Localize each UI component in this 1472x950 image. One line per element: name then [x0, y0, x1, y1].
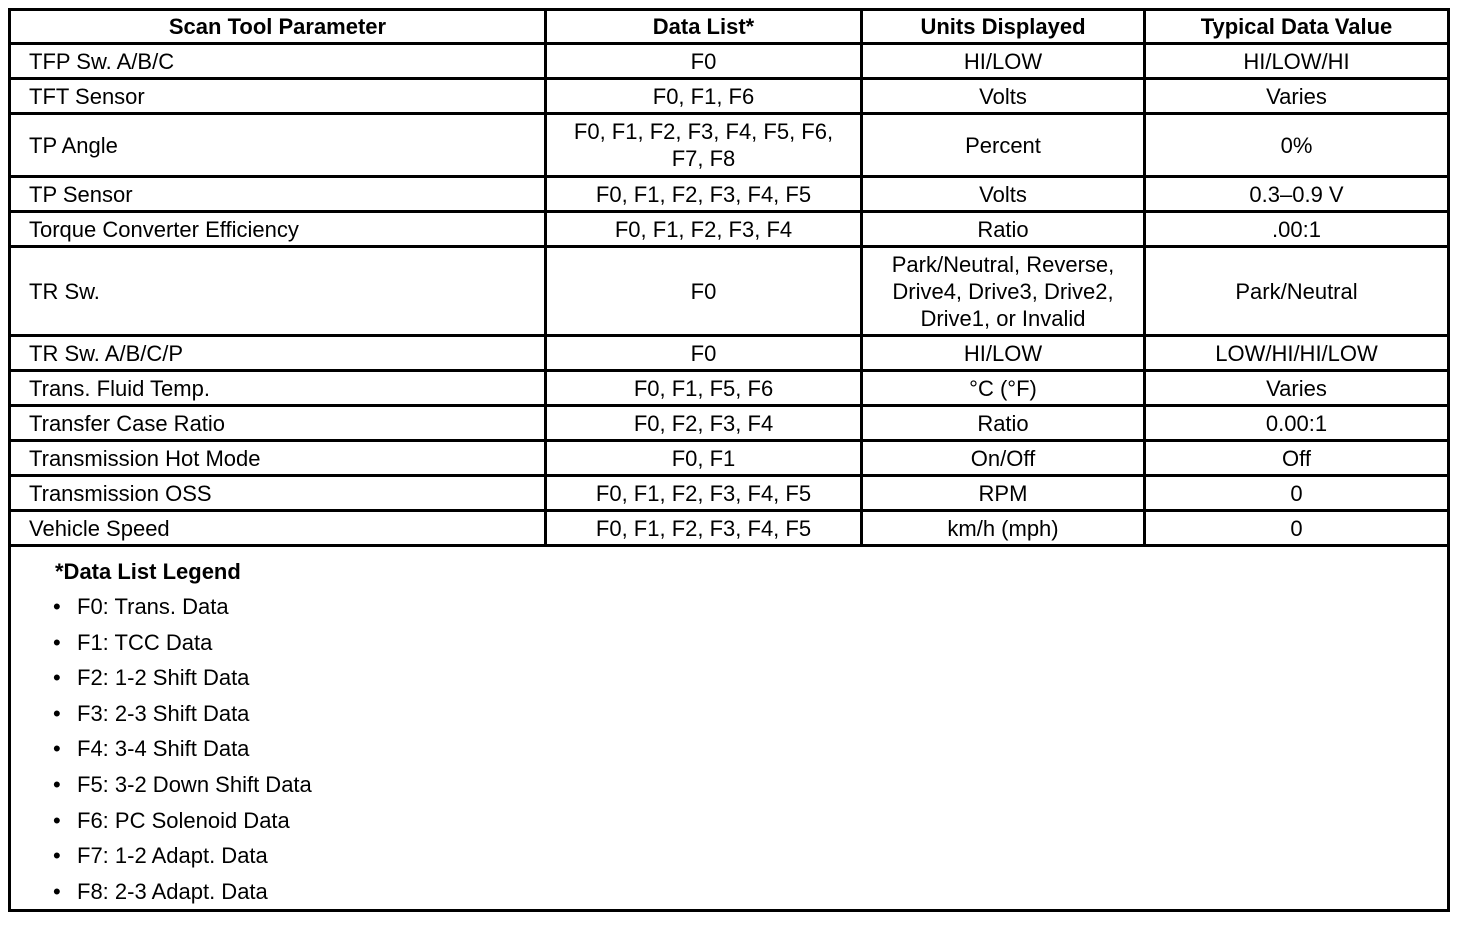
column-header-typical-value: Typical Data Value	[1145, 10, 1449, 44]
table-header-row	[10, 10, 1449, 44]
cell-data-list: F0, F1, F5, F6	[546, 371, 862, 406]
cell-units: Ratio	[862, 406, 1145, 441]
legend-item: • F3: 2-3 Shift Data	[49, 696, 1437, 732]
cell-data-list: F0	[546, 44, 862, 79]
cell-parameter: Transmission OSS	[10, 476, 546, 511]
table-row	[10, 177, 1449, 212]
legend-item: • F7: 1-2 Adapt. Data	[49, 838, 1437, 874]
cell-parameter: TP Sensor	[10, 177, 546, 212]
cell-parameter: Trans. Fluid Temp.	[10, 371, 546, 406]
scan-tool-data-table	[8, 8, 1450, 912]
cell-data-list: F0, F2, F3, F4	[546, 406, 862, 441]
cell-parameter: Torque Converter Efficiency	[10, 212, 546, 247]
cell-typical-value: 0	[1145, 511, 1449, 546]
cell-typical-value: LOW/HI/HI/LOW	[1145, 336, 1449, 371]
cell-units: RPM	[862, 476, 1145, 511]
table-row	[10, 212, 1449, 247]
table-row	[10, 441, 1449, 476]
legend-item: • F8: 2-3 Adapt. Data	[49, 874, 1437, 910]
cell-parameter: TP Angle	[10, 114, 546, 177]
cell-parameter: TFT Sensor	[10, 79, 546, 114]
cell-typical-value: Varies	[1145, 371, 1449, 406]
cell-data-list: F0	[546, 247, 862, 336]
cell-data-list: F0, F1, F2, F3, F4, F5, F6, F7, F8	[546, 114, 862, 177]
table-row	[10, 247, 1449, 336]
cell-data-list: F0, F1	[546, 441, 862, 476]
legend-item: • F4: 3-4 Shift Data	[49, 731, 1437, 767]
cell-units: HI/LOW	[862, 44, 1145, 79]
cell-parameter: TFP Sw. A/B/C	[10, 44, 546, 79]
column-header-data-list: Data List*	[546, 10, 862, 44]
cell-data-list: F0, F1, F2, F3, F4	[546, 212, 862, 247]
column-header-units: Units Displayed	[862, 10, 1145, 44]
cell-units: On/Off	[862, 441, 1145, 476]
cell-data-list: F0, F1, F2, F3, F4, F5	[546, 476, 862, 511]
cell-data-list: F0, F1, F6	[546, 79, 862, 114]
legend-item: • F1: TCC Data	[49, 625, 1437, 661]
cell-units: Park/Neutral, Reverse, Drive4, Drive3, Drive2, Drive1, or Invalid	[862, 247, 1145, 336]
table-row	[10, 114, 1449, 177]
data-list-legend	[10, 546, 1449, 911]
cell-typical-value: Varies	[1145, 79, 1449, 114]
table-row	[10, 44, 1449, 79]
cell-units: °C (°F)	[862, 371, 1145, 406]
legend-item: • F0: Trans. Data	[49, 589, 1437, 625]
cell-units: Percent	[862, 114, 1145, 177]
cell-parameter: Transmission Hot Mode	[10, 441, 546, 476]
cell-typical-value: 0	[1145, 476, 1449, 511]
cell-typical-value: HI/LOW/HI	[1145, 44, 1449, 79]
cell-typical-value: .00:1	[1145, 212, 1449, 247]
cell-data-list: F0	[546, 336, 862, 371]
cell-data-list: F0, F1, F2, F3, F4, F5	[546, 177, 862, 212]
legend-title: *Data List Legend	[55, 559, 241, 584]
cell-units: Volts	[862, 177, 1145, 212]
legend-row	[10, 546, 1449, 911]
cell-units: HI/LOW	[862, 336, 1145, 371]
cell-typical-value: 0%	[1145, 114, 1449, 177]
table-row	[10, 336, 1449, 371]
cell-units: Volts	[862, 79, 1145, 114]
table-row	[10, 79, 1449, 114]
cell-parameter: TR Sw. A/B/C/P	[10, 336, 546, 371]
cell-typical-value: 0.3–0.9 V	[1145, 177, 1449, 212]
table-row	[10, 511, 1449, 546]
scan-tool-table-container	[8, 8, 1447, 912]
legend-item: • F2: 1-2 Shift Data	[49, 660, 1437, 696]
cell-typical-value: 0.00:1	[1145, 406, 1449, 441]
cell-parameter: Transfer Case Ratio	[10, 406, 546, 441]
table-row	[10, 476, 1449, 511]
cell-data-list: F0, F1, F2, F3, F4, F5	[546, 511, 862, 546]
cell-typical-value: Off	[1145, 441, 1449, 476]
cell-parameter: Vehicle Speed	[10, 511, 546, 546]
cell-typical-value: Park/Neutral	[1145, 247, 1449, 336]
table-row	[10, 371, 1449, 406]
legend-item: • F5: 3-2 Down Shift Data	[49, 767, 1437, 803]
cell-units: km/h (mph)	[862, 511, 1145, 546]
cell-units: Ratio	[862, 212, 1145, 247]
legend-item: • F6: PC Solenoid Data	[49, 803, 1437, 839]
cell-parameter: TR Sw.	[10, 247, 546, 336]
column-header-parameter: Scan Tool Parameter	[10, 10, 546, 44]
legend-list	[49, 589, 1437, 909]
table-row	[10, 406, 1449, 441]
